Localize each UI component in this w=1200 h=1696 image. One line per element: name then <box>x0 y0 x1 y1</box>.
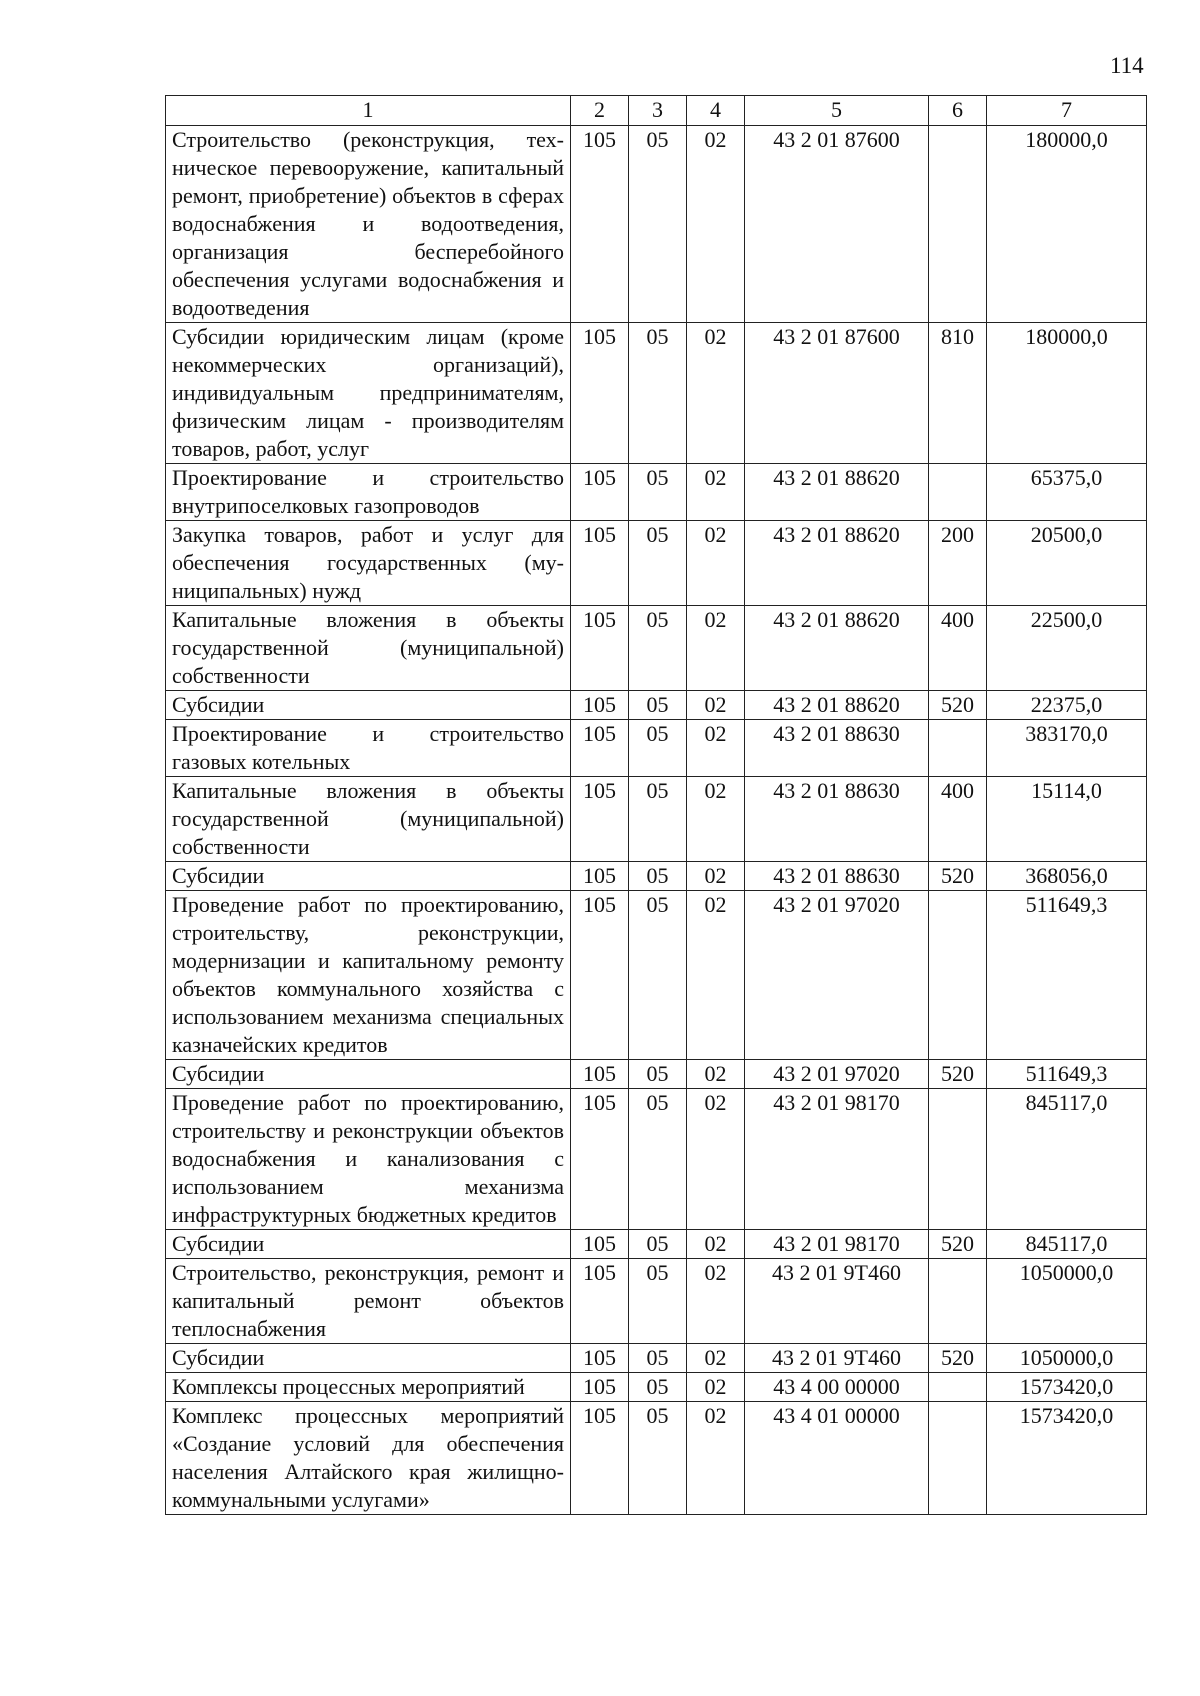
row-col6-cell <box>929 1402 987 1515</box>
row-amount-cell: 511649,3 <box>987 891 1147 1060</box>
row-col2-cell: 105 <box>571 1344 629 1373</box>
row-name-cell: Строительство, реконструкция, ремонт и капитальный ремонт объектов теплоснабжения <box>166 1259 571 1344</box>
page-number: 114 <box>1110 53 1144 78</box>
row-col5-cell: 43 2 01 97020 <box>745 1060 929 1089</box>
row-col4-cell: 02 <box>687 1230 745 1259</box>
row-name-cell: Проведение работ по проектированию, строительству и реконструкции объектов водоснабжения и канализования с использованием механизма инфраструктурных бюджетных кредитов <box>166 1089 571 1230</box>
row-col4-cell: 02 <box>687 862 745 891</box>
row-amount-cell: 1050000,0 <box>987 1259 1147 1344</box>
row-col3-cell: 05 <box>629 1402 687 1515</box>
row-col3-cell: 05 <box>629 1230 687 1259</box>
row-col2-cell: 105 <box>571 126 629 323</box>
row-col6-cell <box>929 464 987 521</box>
row-col2-cell: 105 <box>571 777 629 862</box>
row-col2-cell: 105 <box>571 464 629 521</box>
row-amount-cell: 1573420,0 <box>987 1373 1147 1402</box>
row-amount-cell: 22375,0 <box>987 691 1147 720</box>
row-col4-cell: 02 <box>687 606 745 691</box>
table-row <box>166 323 1147 464</box>
row-col2-cell: 105 <box>571 521 629 606</box>
row-col5-cell: 43 2 01 88620 <box>745 521 929 606</box>
header-col-3: 3 <box>629 96 687 126</box>
row-col5-cell: 43 2 01 97020 <box>745 891 929 1060</box>
table-row <box>166 1373 1147 1402</box>
row-amount-cell: 180000,0 <box>987 126 1147 323</box>
row-amount-cell: 368056,0 <box>987 862 1147 891</box>
table-row <box>166 521 1147 606</box>
row-col2-cell: 105 <box>571 1230 629 1259</box>
row-col6-cell <box>929 720 987 777</box>
header-col-6: 6 <box>929 96 987 126</box>
row-name-cell: Субсидии <box>166 691 571 720</box>
row-col3-cell: 05 <box>629 777 687 862</box>
row-amount-cell: 22500,0 <box>987 606 1147 691</box>
row-col3-cell: 05 <box>629 1373 687 1402</box>
row-col3-cell: 05 <box>629 464 687 521</box>
row-col5-cell: 43 2 01 9Т460 <box>745 1344 929 1373</box>
table-row <box>166 691 1147 720</box>
row-col4-cell: 02 <box>687 777 745 862</box>
row-col5-cell: 43 4 01 00000 <box>745 1402 929 1515</box>
row-col2-cell: 105 <box>571 606 629 691</box>
row-col6-cell: 520 <box>929 1344 987 1373</box>
row-name-cell: Проведение работ по проектированию, строительству, реконструкции, модернизации и капитальному ремонту объектов коммунального хозяйства с использованием механизма специальных казначейских кредитов <box>166 891 571 1060</box>
row-col4-cell: 02 <box>687 1373 745 1402</box>
row-col4-cell: 02 <box>687 1089 745 1230</box>
table-row <box>166 464 1147 521</box>
row-col3-cell: 05 <box>629 521 687 606</box>
row-col5-cell: 43 4 00 00000 <box>745 1373 929 1402</box>
row-col5-cell: 43 2 01 87600 <box>745 126 929 323</box>
row-col2-cell: 105 <box>571 1089 629 1230</box>
row-amount-cell: 511649,3 <box>987 1060 1147 1089</box>
row-col2-cell: 105 <box>571 1402 629 1515</box>
row-col3-cell: 05 <box>629 862 687 891</box>
row-col4-cell: 02 <box>687 126 745 323</box>
row-name-cell: Строительство (реконструкция, техническое перевооружение, капитальный ремонт, приобретение) объектов в сферах водоснабжения и водоотведения, организация бесперебойного обеспечения услугами водоснабжения и водоотведения <box>166 126 571 323</box>
table-row <box>166 126 1147 323</box>
row-col6-cell: 520 <box>929 691 987 720</box>
row-col5-cell: 43 2 01 88620 <box>745 464 929 521</box>
table-row <box>166 891 1147 1060</box>
row-name-cell: Проектирование и строительство внутрипоселковых газопроводов <box>166 464 571 521</box>
row-col4-cell: 02 <box>687 1060 745 1089</box>
row-col6-cell <box>929 1373 987 1402</box>
row-col6-cell: 520 <box>929 1230 987 1259</box>
row-col3-cell: 05 <box>629 606 687 691</box>
row-col4-cell: 02 <box>687 1259 745 1344</box>
table-header <box>166 96 1147 126</box>
row-col2-cell: 105 <box>571 691 629 720</box>
row-col2-cell: 105 <box>571 720 629 777</box>
row-col3-cell: 05 <box>629 1259 687 1344</box>
row-col5-cell: 43 2 01 88620 <box>745 606 929 691</box>
row-name-cell: Субсидии юридическим лицам (кроме некоммерческих организаций), индивидуальным предпринимателям, физическим лицам - производителям товаров, работ, услуг <box>166 323 571 464</box>
header-row <box>166 96 1147 126</box>
row-amount-cell: 1050000,0 <box>987 1344 1147 1373</box>
row-col2-cell: 105 <box>571 323 629 464</box>
row-name-cell: Капитальные вложения в объекты государственной (муниципальной) собственности <box>166 777 571 862</box>
row-col4-cell: 02 <box>687 323 745 464</box>
row-name-cell: Капитальные вложения в объекты государственной (муниципальной) собственности <box>166 606 571 691</box>
row-col6-cell: 200 <box>929 521 987 606</box>
row-col6-cell: 520 <box>929 1060 987 1089</box>
row-col6-cell <box>929 891 987 1060</box>
row-amount-cell: 20500,0 <box>987 521 1147 606</box>
row-col3-cell: 05 <box>629 891 687 1060</box>
table-row <box>166 1259 1147 1344</box>
row-col3-cell: 05 <box>629 1089 687 1230</box>
row-col4-cell: 02 <box>687 1344 745 1373</box>
row-col3-cell: 05 <box>629 126 687 323</box>
table-row <box>166 1344 1147 1373</box>
row-col5-cell: 43 2 01 88630 <box>745 720 929 777</box>
row-col5-cell: 43 2 01 98170 <box>745 1089 929 1230</box>
row-col6-cell: 520 <box>929 862 987 891</box>
row-amount-cell: 180000,0 <box>987 323 1147 464</box>
row-amount-cell: 1573420,0 <box>987 1402 1147 1515</box>
header-col-4: 4 <box>687 96 745 126</box>
row-col4-cell: 02 <box>687 691 745 720</box>
table-row <box>166 862 1147 891</box>
row-name-cell: Комплекс процессных мероприятий «Создание условий для обеспечения населения Алтайского края жилищно-коммунальными услугами» <box>166 1402 571 1515</box>
row-col5-cell: 43 2 01 88620 <box>745 691 929 720</box>
row-name-cell: Субсидии <box>166 1344 571 1373</box>
row-col6-cell: 400 <box>929 606 987 691</box>
row-amount-cell: 15114,0 <box>987 777 1147 862</box>
row-amount-cell: 845117,0 <box>987 1230 1147 1259</box>
row-col3-cell: 05 <box>629 691 687 720</box>
row-col2-cell: 105 <box>571 891 629 1060</box>
header-col-5: 5 <box>745 96 929 126</box>
row-amount-cell: 383170,0 <box>987 720 1147 777</box>
row-col5-cell: 43 2 01 98170 <box>745 1230 929 1259</box>
row-col6-cell <box>929 126 987 323</box>
row-amount-cell: 65375,0 <box>987 464 1147 521</box>
row-amount-cell: 845117,0 <box>987 1089 1147 1230</box>
table-row <box>166 1230 1147 1259</box>
row-col3-cell: 05 <box>629 1060 687 1089</box>
table-body <box>166 126 1147 1515</box>
row-col5-cell: 43 2 01 87600 <box>745 323 929 464</box>
row-name-cell: Комплексы процессных мероприятий <box>166 1373 571 1402</box>
row-col6-cell <box>929 1259 987 1344</box>
table-row <box>166 1060 1147 1089</box>
row-col3-cell: 05 <box>629 323 687 464</box>
row-col5-cell: 43 2 01 88630 <box>745 862 929 891</box>
table-row <box>166 777 1147 862</box>
row-col6-cell: 810 <box>929 323 987 464</box>
row-col2-cell: 105 <box>571 862 629 891</box>
budget-table <box>165 95 1147 1515</box>
row-col2-cell: 105 <box>571 1259 629 1344</box>
row-col6-cell <box>929 1089 987 1230</box>
row-col3-cell: 05 <box>629 1344 687 1373</box>
header-col-7: 7 <box>987 96 1147 126</box>
row-name-cell: Субсидии <box>166 1060 571 1089</box>
table-row <box>166 1402 1147 1515</box>
row-col4-cell: 02 <box>687 521 745 606</box>
row-name-cell: Субсидии <box>166 1230 571 1259</box>
table-row <box>166 720 1147 777</box>
row-name-cell: Закупка товаров, работ и услуг для обеспечения государственных (муниципальных) нужд <box>166 521 571 606</box>
row-col5-cell: 43 2 01 9Т460 <box>745 1259 929 1344</box>
header-col-2: 2 <box>571 96 629 126</box>
row-col2-cell: 105 <box>571 1373 629 1402</box>
row-col4-cell: 02 <box>687 464 745 521</box>
row-col4-cell: 02 <box>687 720 745 777</box>
row-col5-cell: 43 2 01 88630 <box>745 777 929 862</box>
row-col4-cell: 02 <box>687 1402 745 1515</box>
table-row <box>166 606 1147 691</box>
table-row <box>166 1089 1147 1230</box>
row-col3-cell: 05 <box>629 720 687 777</box>
row-col2-cell: 105 <box>571 1060 629 1089</box>
row-name-cell: Субсидии <box>166 862 571 891</box>
header-col-1: 1 <box>166 96 571 126</box>
row-col6-cell: 400 <box>929 777 987 862</box>
row-col4-cell: 02 <box>687 891 745 1060</box>
row-name-cell: Проектирование и строительство газовых котельных <box>166 720 571 777</box>
